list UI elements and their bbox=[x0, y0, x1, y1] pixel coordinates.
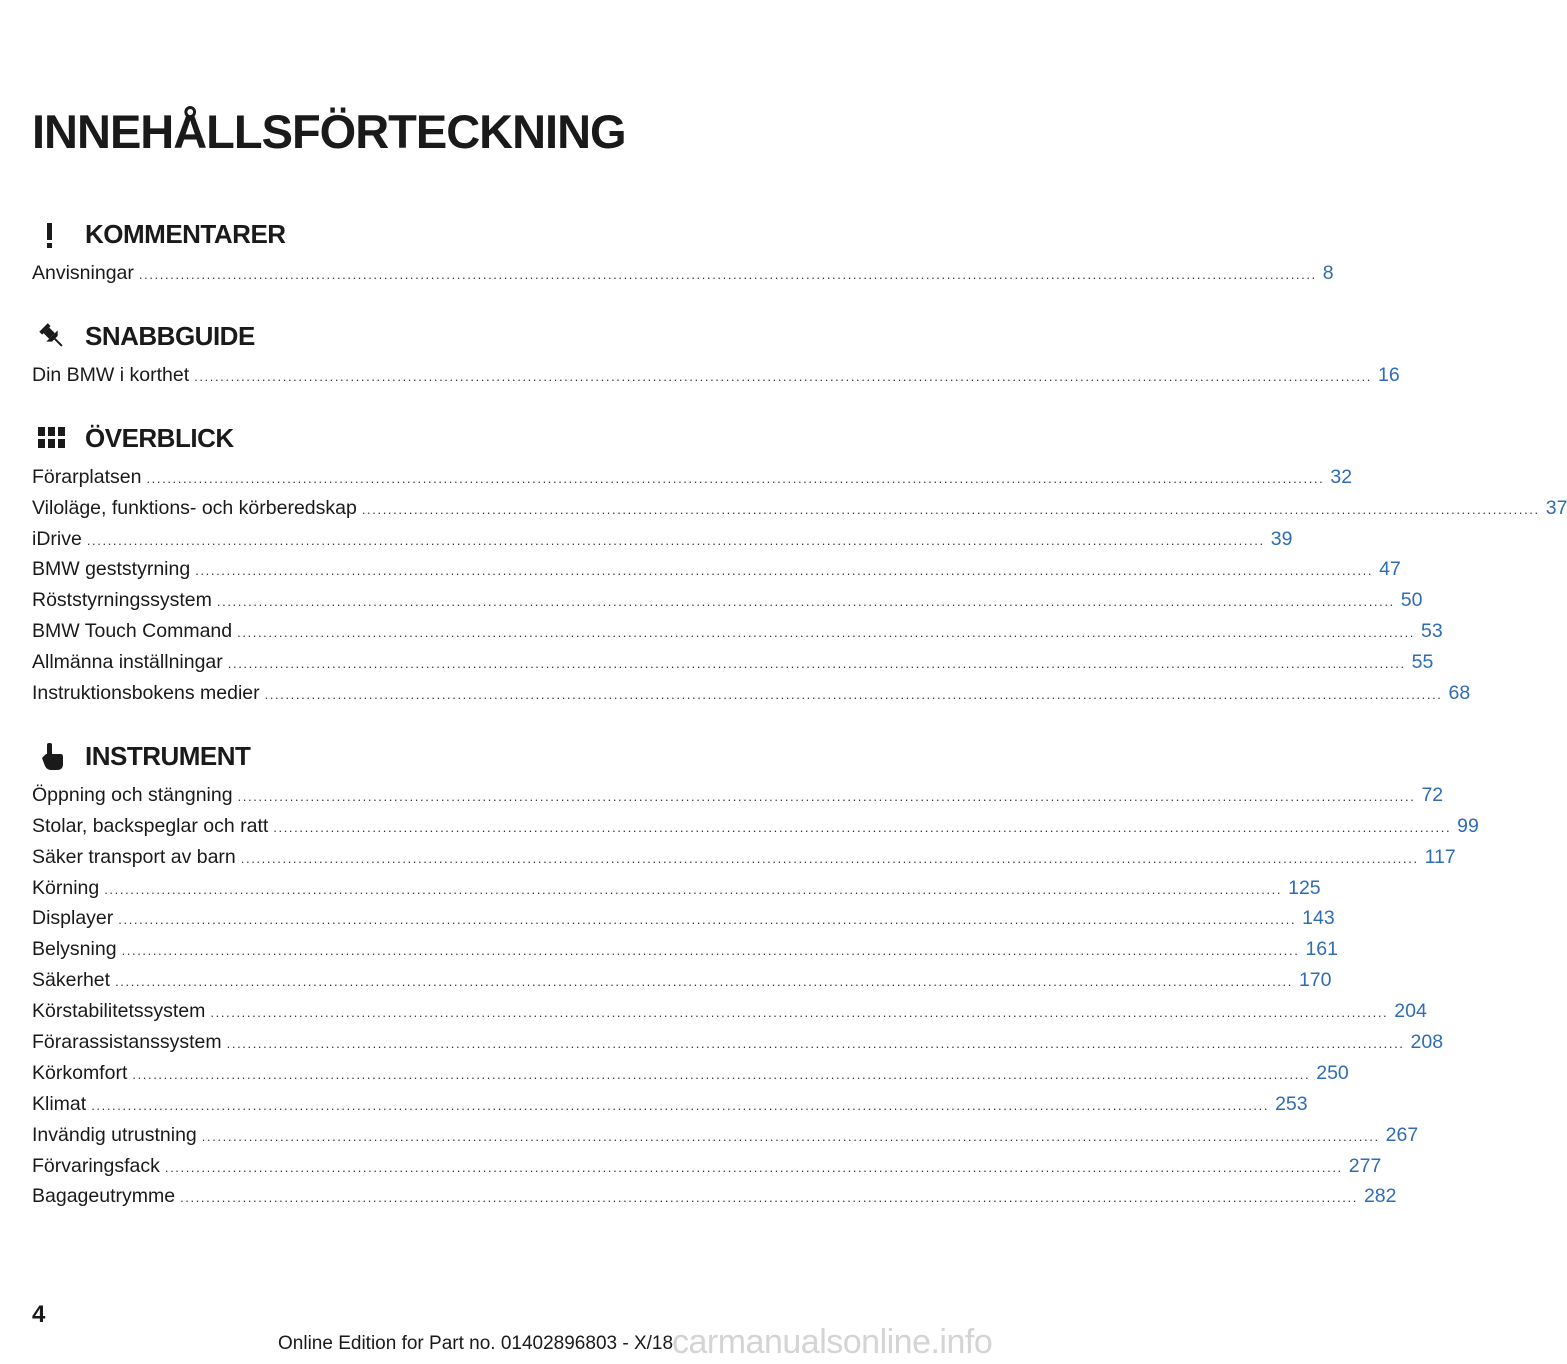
entry-page-link[interactable]: 125 bbox=[1288, 876, 1321, 899]
leader-dots bbox=[87, 526, 1265, 557]
leader-dots bbox=[195, 556, 1373, 587]
entry-label: Instruktionsbokens medier bbox=[32, 682, 260, 705]
toc-entry[interactable] bbox=[32, 996, 1427, 1027]
entry-page-link[interactable]: 53 bbox=[1421, 620, 1443, 643]
toc-entry[interactable] bbox=[32, 585, 1423, 616]
entry-page-link[interactable]: 117 bbox=[1424, 845, 1456, 868]
toc-entry[interactable] bbox=[32, 1151, 1382, 1182]
section-title: ÖVERBLICK bbox=[85, 422, 234, 453]
entry-page-link[interactable]: 39 bbox=[1270, 527, 1293, 550]
leader-dots bbox=[122, 936, 1300, 967]
section-header bbox=[32, 414, 688, 462]
entry-page-link[interactable]: 170 bbox=[1298, 969, 1332, 992]
section-snabbguide bbox=[32, 312, 1400, 391]
entry-label: Bagageutrymme bbox=[32, 1185, 176, 1208]
leader-dots bbox=[273, 813, 1451, 844]
toc-entry[interactable] bbox=[32, 903, 1335, 934]
leader-dots bbox=[265, 680, 1443, 711]
entry-list bbox=[32, 258, 1334, 289]
toc-entry[interactable] bbox=[32, 647, 1434, 678]
leader-dots bbox=[146, 464, 1324, 495]
leader-dots bbox=[227, 1029, 1405, 1060]
leader-dots bbox=[165, 1153, 1343, 1184]
leader-dots bbox=[228, 649, 1406, 680]
entry-label: Öppning och stängning bbox=[32, 783, 233, 806]
entry-page-link[interactable]: 99 bbox=[1457, 814, 1479, 837]
leader-dots bbox=[180, 1183, 1358, 1214]
leader-dots bbox=[91, 1091, 1269, 1122]
leader-dots bbox=[118, 905, 1296, 936]
toc-entry[interactable] bbox=[32, 1089, 1308, 1120]
toc-entry[interactable] bbox=[32, 616, 1443, 647]
toc-entry[interactable] bbox=[32, 780, 1444, 811]
toc-entry[interactable] bbox=[32, 965, 1332, 996]
toc-entry[interactable] bbox=[32, 1181, 1397, 1212]
leader-dots bbox=[202, 1122, 1380, 1153]
entry-label: Säker transport av barn bbox=[32, 845, 236, 868]
entry-page-link[interactable]: 277 bbox=[1348, 1154, 1382, 1177]
grid-icon bbox=[32, 422, 72, 454]
toc-entry[interactable] bbox=[32, 554, 1401, 585]
section-title: INSTRUMENT bbox=[85, 740, 251, 771]
leader-dots bbox=[237, 618, 1415, 649]
entry-label: Allmänna inställningar bbox=[32, 651, 223, 674]
section-title: KOMMENTARER bbox=[85, 219, 286, 249]
watermark: carmanualsonline.info bbox=[672, 1323, 993, 1361]
hand-pointer-icon bbox=[32, 740, 72, 772]
toc-entry[interactable] bbox=[32, 524, 1293, 555]
entry-label: Säkerhet bbox=[32, 969, 111, 992]
page-title: INNEHÅLLSFÖRTECKNING bbox=[32, 105, 626, 158]
entry-label: Körkomfort bbox=[32, 1061, 128, 1084]
section-header bbox=[32, 732, 688, 780]
entry-page-link[interactable]: 16 bbox=[1378, 363, 1400, 386]
section-title: SNABBGUIDE bbox=[85, 320, 255, 351]
entry-label: Klimat bbox=[32, 1092, 87, 1115]
toc-entry[interactable] bbox=[32, 678, 1471, 709]
entry-page-link[interactable]: 161 bbox=[1305, 938, 1338, 961]
entry-label: Belysning bbox=[32, 938, 117, 961]
leader-dots bbox=[362, 495, 1540, 526]
toc-entry[interactable] bbox=[32, 934, 1338, 965]
entry-label: Körning bbox=[32, 876, 100, 899]
section-overblick bbox=[32, 414, 1567, 709]
entry-label: BMW Touch Command bbox=[32, 620, 233, 643]
leader-dots bbox=[194, 362, 1372, 393]
entry-page-link[interactable]: 72 bbox=[1421, 783, 1444, 806]
entry-page-link[interactable]: 55 bbox=[1411, 651, 1434, 674]
section-header bbox=[32, 210, 688, 258]
entry-label: Förarplatsen bbox=[32, 465, 142, 488]
leader-dots bbox=[217, 587, 1395, 618]
entry-page-link[interactable]: 47 bbox=[1379, 558, 1401, 581]
toc-entry[interactable] bbox=[32, 360, 1400, 391]
leader-dots bbox=[115, 967, 1293, 998]
entry-page-link[interactable]: 282 bbox=[1363, 1185, 1397, 1208]
entry-label: Viloläge, funktions- och körberedskap bbox=[32, 496, 357, 519]
toc-entry[interactable] bbox=[32, 842, 1456, 873]
entry-list bbox=[32, 780, 1479, 1212]
toc-entry[interactable] bbox=[32, 1027, 1444, 1058]
entry-page-link[interactable]: 68 bbox=[1448, 682, 1471, 705]
entry-page-link[interactable]: 204 bbox=[1394, 1000, 1427, 1023]
section-instrument bbox=[32, 732, 1479, 1212]
entry-label: Invändig utrustning bbox=[32, 1123, 197, 1146]
entry-page-link[interactable]: 250 bbox=[1316, 1061, 1349, 1084]
entry-page-link[interactable]: 208 bbox=[1410, 1031, 1444, 1054]
section-header bbox=[32, 312, 688, 360]
entry-label: Röststyrningssystem bbox=[32, 589, 212, 612]
toc-entry[interactable] bbox=[32, 258, 1334, 289]
leader-dots bbox=[139, 260, 1317, 291]
entry-page-link[interactable]: 143 bbox=[1302, 907, 1335, 930]
entry-page-link[interactable]: 267 bbox=[1385, 1123, 1419, 1146]
entry-label: Stolar, backspeglar och ratt bbox=[32, 814, 269, 837]
page-number: 4 bbox=[32, 1301, 46, 1328]
leader-dots bbox=[238, 782, 1416, 813]
toc-entry[interactable] bbox=[32, 811, 1479, 842]
leader-dots bbox=[132, 1060, 1310, 1091]
table-of-contents bbox=[32, 210, 1567, 1235]
pushpin-icon bbox=[32, 320, 72, 352]
entry-page-link[interactable]: 8 bbox=[1322, 262, 1334, 284]
toc-entry[interactable] bbox=[32, 873, 1321, 904]
exclamation-icon bbox=[32, 218, 72, 250]
entry-label: Förarassistanssystem bbox=[32, 1031, 222, 1054]
entry-label: BMW geststyrning bbox=[32, 558, 191, 581]
entry-page-link[interactable]: 32 bbox=[1330, 465, 1353, 488]
toc-entry[interactable] bbox=[32, 1120, 1419, 1151]
toc-entry[interactable] bbox=[32, 493, 1567, 524]
entry-label: Anvisningar bbox=[32, 262, 134, 284]
entry-label: Din BMW i korthet bbox=[32, 363, 190, 386]
leader-dots bbox=[241, 844, 1419, 875]
entry-list bbox=[32, 462, 1567, 709]
toc-entry[interactable] bbox=[32, 462, 1353, 493]
entry-label: Körstabilitetssystem bbox=[32, 1000, 206, 1023]
toc-entry[interactable] bbox=[32, 1058, 1349, 1089]
entry-page-link[interactable]: 253 bbox=[1275, 1092, 1308, 1115]
entry-label: Förvaringsfack bbox=[32, 1154, 160, 1177]
footer-edition: Online Edition for Part no. 01402896803 - X/18 bbox=[278, 1333, 674, 1354]
entry-list bbox=[32, 360, 1400, 391]
entry-label: Displayer bbox=[32, 907, 114, 930]
leader-dots bbox=[210, 998, 1388, 1029]
section-kommentarer bbox=[32, 210, 1334, 289]
leader-dots bbox=[104, 875, 1282, 906]
entry-label: iDrive bbox=[32, 527, 82, 550]
entry-page-link[interactable]: 50 bbox=[1400, 589, 1423, 612]
entry-page-link[interactable]: 37 bbox=[1545, 496, 1567, 519]
